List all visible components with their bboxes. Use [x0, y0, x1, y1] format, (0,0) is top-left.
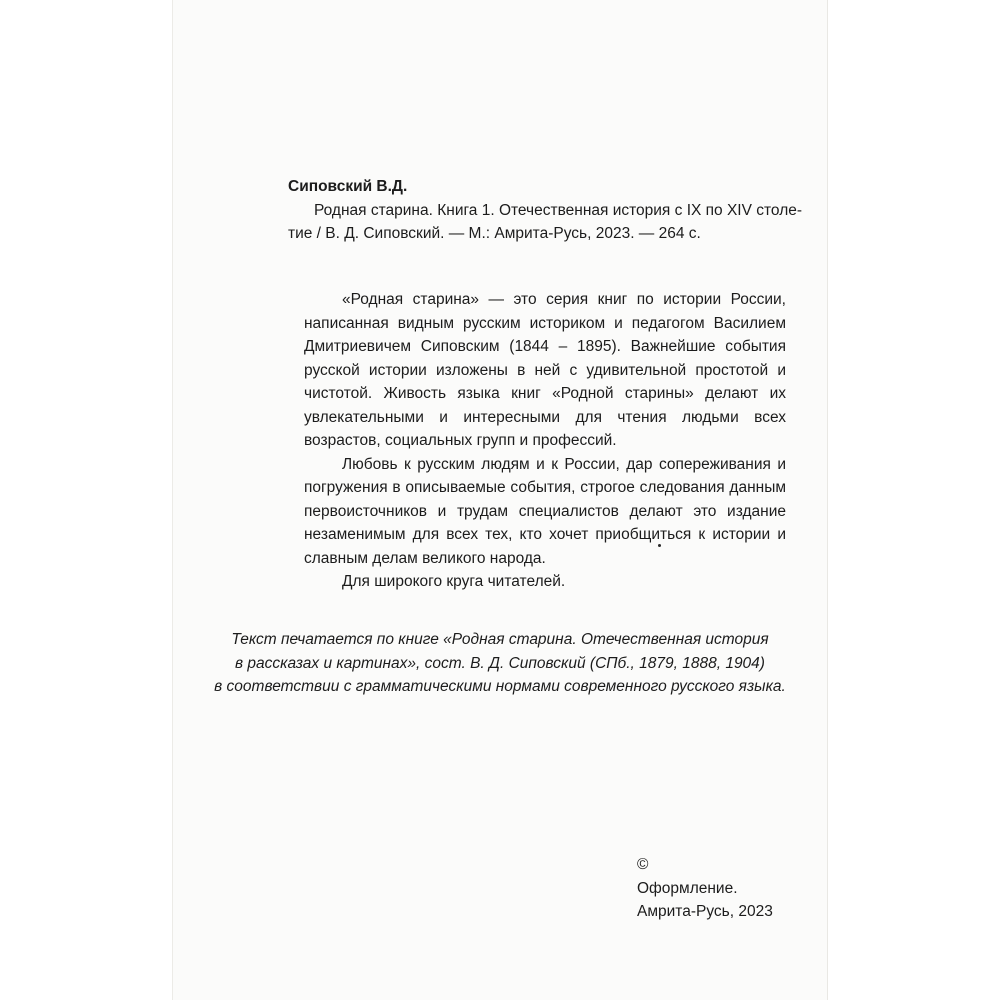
- author-name: Сиповский В.Д.: [288, 178, 408, 195]
- annotation-audience: Для широкого круга читателей.: [342, 573, 566, 590]
- source-note-line: в рассказах и картинах», сост. В. Д. Сиповский (СПб., 1879, 1888, 1904): [235, 654, 765, 672]
- source-note: [200, 628, 800, 699]
- bibliographic-entry-line-1: Родная старина. Книга 1. Отечественная история с IX по XIV столе-: [314, 201, 803, 219]
- annotation: [304, 288, 786, 594]
- bibliographic-entry-line-2: тие / В. Д. Сиповский. — М.: Амрита-Русь, 2023. — 264 с.: [288, 225, 701, 242]
- copyright-publisher: Амрита-Русь, 2023: [637, 903, 773, 920]
- copyright-design-label: Оформление.: [637, 879, 738, 897]
- copyright-notice: [637, 853, 827, 924]
- source-note-line: Текст печатается по книге «Родная старина. Отечественная история: [231, 631, 769, 648]
- copyright-symbol: ©: [637, 856, 649, 873]
- copyright-line-1: [637, 853, 827, 900]
- bibliographic-record: [288, 175, 808, 246]
- annotation-paragraph: Любовь к русским людям и к России, дар сопереживания и погружения в описываемые события, строгое следования данным первоисточников и трудам специалистов делают это издание незаменимым для всех тех, кто хочет приобщиться к истории и славным делам великого народа.: [304, 455, 786, 567]
- annotation-paragraph: «Родная старина» — это серия книг по истории России, написанная видным русским историком и педагогом Василием Дмитриевичем Сиповским (1844 – 1895). Важнейшие события русской истории изложены в ней с удивительной простотой и чистотой. Живость языка книг «Родной старины» делают их увлекательными и интересными для чтения людьми всех возрастов, социальных групп и профессий.: [304, 291, 786, 449]
- print-speck: [658, 544, 661, 547]
- source-note-line: в соответствии с грамматическими нормами современного русского языка.: [214, 678, 786, 695]
